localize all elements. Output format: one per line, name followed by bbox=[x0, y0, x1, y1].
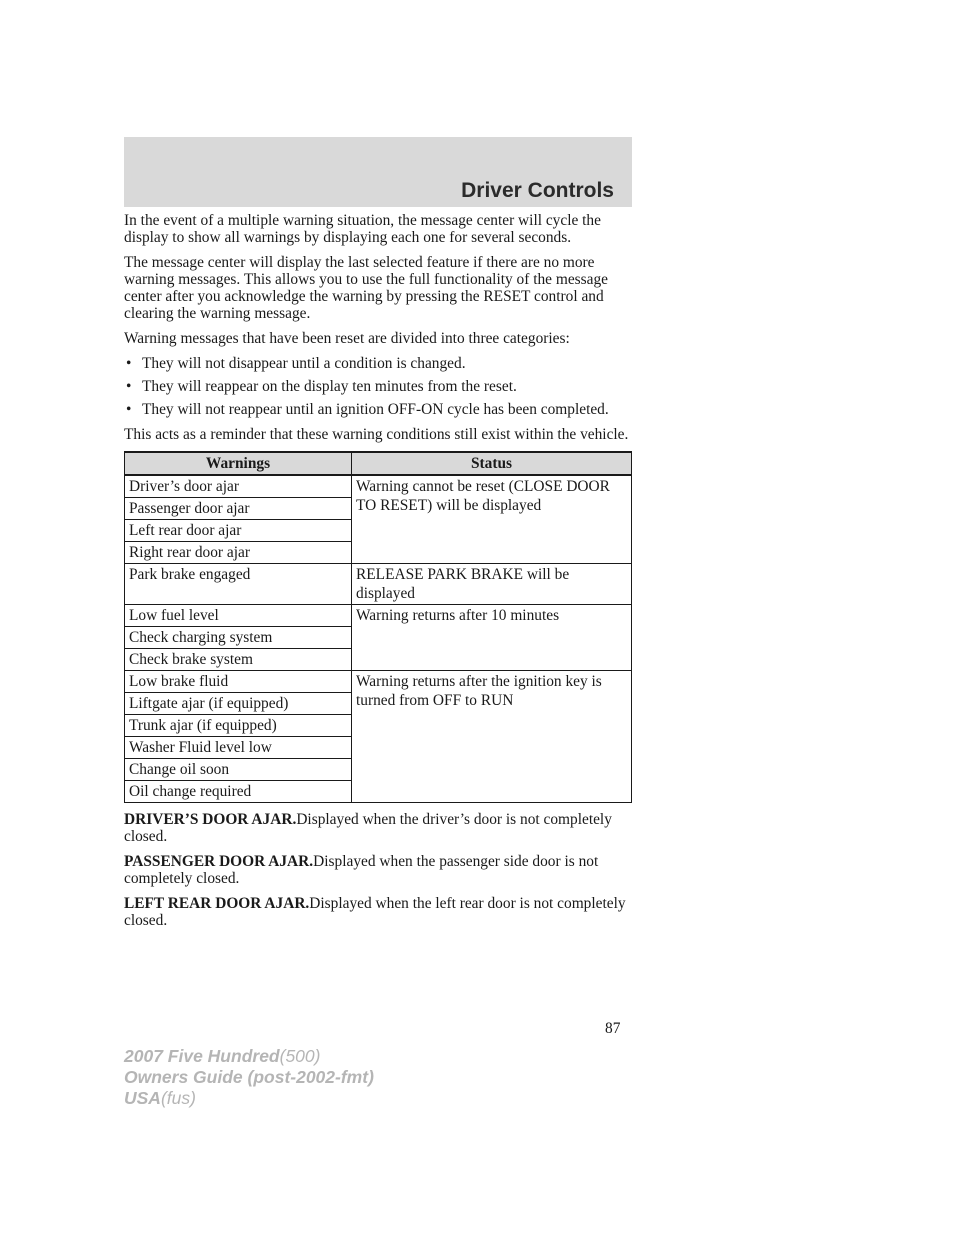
column-header-warnings: Warnings bbox=[125, 452, 352, 475]
definition-passenger-door bbox=[124, 853, 634, 887]
warning-cell: Washer Fluid level low bbox=[125, 737, 352, 759]
footer-guide: Owners Guide (post-2002-fmt) bbox=[124, 1067, 374, 1087]
paragraph-last-feature: The message center will display the last selected feature if there are no more warning messages. This allows you to use the full functionality of the message center after you acknowledge the warning by pressing the RESET control and clearing the warning message. bbox=[124, 254, 609, 322]
warning-cell: Low brake fluid bbox=[125, 671, 352, 693]
footer-line-market bbox=[124, 1088, 374, 1109]
warning-cell: Check charging system bbox=[125, 627, 352, 649]
warning-cell: Low fuel level bbox=[125, 605, 352, 627]
paragraph-multiple-warning: In the event of a multiple warning situation, the message center will cycle the display to show all warnings by displaying each one for several seconds. bbox=[124, 212, 601, 246]
footer-market-code: (fus) bbox=[160, 1088, 196, 1108]
definition-drivers-door bbox=[124, 811, 634, 845]
table-header-row bbox=[125, 452, 632, 475]
categories-list bbox=[124, 355, 634, 418]
footer-line-guide bbox=[124, 1067, 374, 1088]
table-row bbox=[125, 475, 632, 498]
footer-market: USA bbox=[124, 1088, 161, 1108]
paragraph-reminder: This acts as a reminder that these warning conditions still exist within the vehicle. bbox=[124, 426, 629, 443]
warning-cell: Trunk ajar (if equipped) bbox=[125, 715, 352, 737]
paragraph-categories: Warning messages that have been reset are divided into three categories: bbox=[124, 330, 570, 347]
page-content bbox=[124, 212, 634, 937]
definition-text: Displayed when the passenger side door is not completely closed. bbox=[124, 853, 599, 887]
status-cell: Warning returns after the ignition key is turned from OFF to RUN bbox=[352, 671, 632, 803]
warning-cell: Check brake system bbox=[125, 649, 352, 671]
warning-cell: Park brake engaged bbox=[125, 564, 352, 605]
warning-cell: Oil change required bbox=[125, 781, 352, 803]
definition-term: LEFT REAR DOOR AJAR. bbox=[124, 895, 310, 912]
warning-cell: Driver’s door ajar bbox=[125, 475, 352, 498]
status-cell: Warning returns after 10 minutes bbox=[352, 605, 632, 671]
definition-text: Displayed when the driver’s door is not completely closed. bbox=[124, 811, 612, 845]
list-item: • They will not disappear until a condition is changed. bbox=[124, 355, 634, 372]
warnings-table bbox=[124, 451, 632, 803]
page-number: 87 bbox=[605, 1020, 621, 1037]
warning-cell: Right rear door ajar bbox=[125, 542, 352, 564]
column-header-status: Status bbox=[352, 452, 632, 475]
list-item: • They will reappear on the display ten minutes from the reset. bbox=[124, 378, 634, 395]
definition-term: PASSENGER DOOR AJAR. bbox=[124, 853, 314, 870]
document-footer bbox=[124, 1046, 374, 1109]
definition-left-rear-door bbox=[124, 895, 634, 929]
list-item: • They will not reappear until an ignition OFF-ON cycle has been completed. bbox=[124, 401, 634, 418]
warning-cell: Liftgate ajar (if equipped) bbox=[125, 693, 352, 715]
table-row bbox=[125, 605, 632, 627]
warning-cell: Left rear door ajar bbox=[125, 520, 352, 542]
status-cell: RELEASE PARK BRAKE will be displayed bbox=[352, 564, 632, 605]
table-row bbox=[125, 564, 632, 605]
warning-cell: Passenger door ajar bbox=[125, 498, 352, 520]
footer-line-model bbox=[124, 1046, 374, 1067]
table-row bbox=[125, 671, 632, 693]
footer-model-code: (500) bbox=[279, 1046, 321, 1066]
definition-text: Displayed when the left rear door is not completely closed. bbox=[124, 895, 626, 929]
definition-term: DRIVER’S DOOR AJAR. bbox=[124, 811, 297, 828]
section-title: Driver Controls bbox=[461, 179, 614, 202]
footer-model: 2007 Five Hundred bbox=[124, 1046, 280, 1066]
section-header-band bbox=[124, 137, 632, 207]
status-cell: Warning cannot be reset (CLOSE DOOR TO RESET) will be displayed bbox=[352, 475, 632, 564]
warning-cell: Change oil soon bbox=[125, 759, 352, 781]
